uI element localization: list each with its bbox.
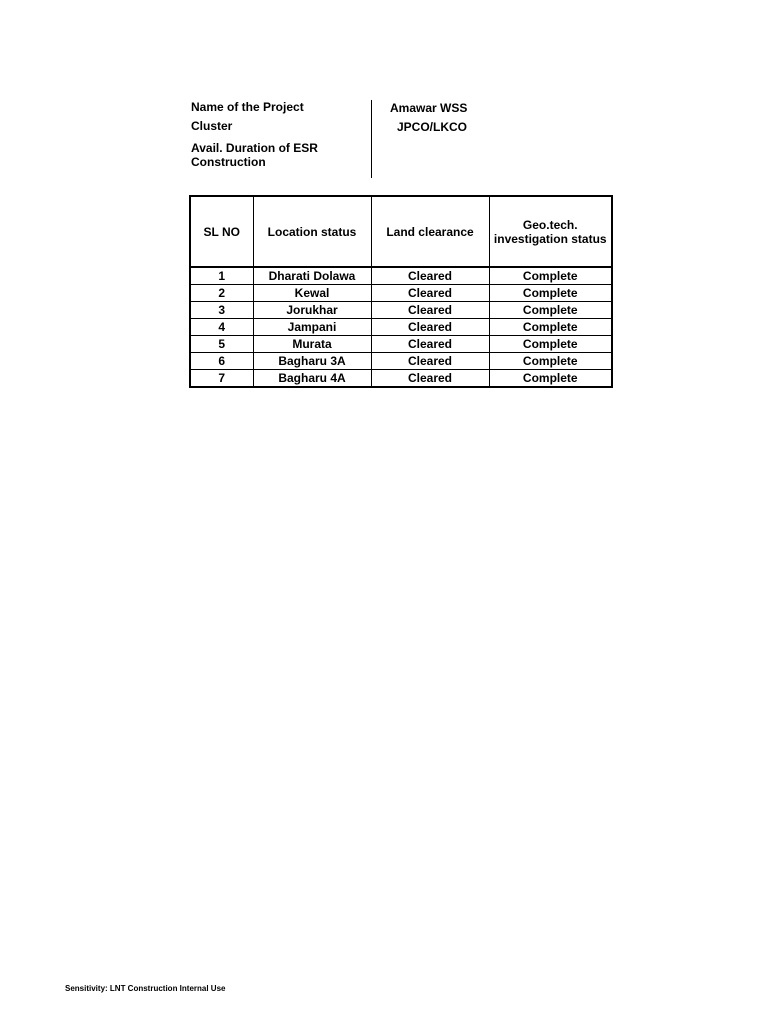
- cell-geotech: Complete: [489, 267, 612, 285]
- cell-sl-no: 3: [190, 302, 253, 319]
- cell-land-clearance: Cleared: [371, 285, 489, 302]
- table-header-row: [190, 196, 612, 267]
- table-row: [190, 302, 612, 319]
- cell-geotech: Complete: [489, 336, 612, 353]
- cell-location: Bagharu 4A: [253, 370, 371, 388]
- project-name-value: Amawar WSS: [390, 101, 468, 115]
- cell-location: Dharati Dolawa: [253, 267, 371, 285]
- cell-sl-no: 7: [190, 370, 253, 388]
- cell-sl-no: 5: [190, 336, 253, 353]
- cell-location: Kewal: [253, 285, 371, 302]
- table-row: [190, 267, 612, 285]
- cell-location: Jorukhar: [253, 302, 371, 319]
- table-row: [190, 319, 612, 336]
- cell-land-clearance: Cleared: [371, 302, 489, 319]
- cell-geotech: Complete: [489, 353, 612, 370]
- cell-geotech: Complete: [489, 370, 612, 388]
- table-row: [190, 353, 612, 370]
- cluster-value: JPCO/LKCO: [397, 120, 468, 134]
- cell-sl-no: 1: [190, 267, 253, 285]
- project-name-label: Name of the Project: [191, 100, 304, 114]
- esr-status-table: [189, 195, 613, 388]
- cell-land-clearance: Cleared: [371, 370, 489, 388]
- cell-sl-no: 4: [190, 319, 253, 336]
- header-land-clearance: Land clearance: [371, 196, 489, 267]
- cell-land-clearance: Cleared: [371, 353, 489, 370]
- cell-sl-no: 6: [190, 353, 253, 370]
- cell-land-clearance: Cleared: [371, 267, 489, 285]
- sensitivity-footer: Sensitivity: LNT Construction Internal Use: [65, 984, 226, 993]
- cell-land-clearance: Cleared: [371, 319, 489, 336]
- table-row: [190, 370, 612, 388]
- header-location-status: Location status: [253, 196, 371, 267]
- table-row: [190, 285, 612, 302]
- cell-location: Bagharu 3A: [253, 353, 371, 370]
- header-sl-no: SL NO: [190, 196, 253, 267]
- cell-sl-no: 2: [190, 285, 253, 302]
- cell-location: Murata: [253, 336, 371, 353]
- cluster-label: Cluster: [191, 119, 233, 133]
- cell-geotech: Complete: [489, 285, 612, 302]
- cell-geotech: Complete: [489, 302, 612, 319]
- header-geotech-status: Geo.tech. investigation status: [489, 196, 612, 267]
- info-divider: [371, 100, 372, 178]
- cell-geotech: Complete: [489, 319, 612, 336]
- table-row: [190, 336, 612, 353]
- cell-land-clearance: Cleared: [371, 336, 489, 353]
- esr-duration-label: Avail. Duration of ESR Construction: [191, 141, 318, 169]
- cell-location: Jampani: [253, 319, 371, 336]
